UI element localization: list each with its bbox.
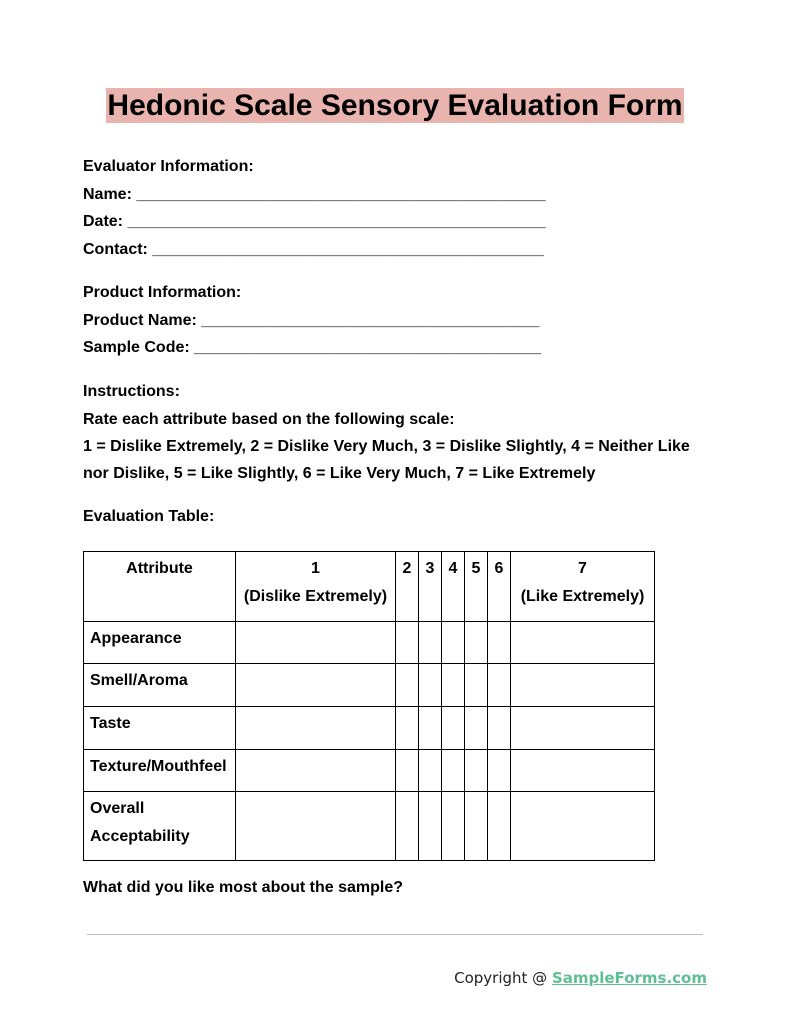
row-attribute: Taste	[84, 707, 236, 750]
product-name-field[interactable]: Product Name: ______________________________________	[83, 312, 540, 329]
rating-cell[interactable]	[419, 622, 442, 664]
rating-cell[interactable]	[396, 792, 419, 861]
rating-cell[interactable]	[488, 750, 511, 792]
rating-cell[interactable]	[488, 622, 511, 664]
rating-cell[interactable]	[396, 664, 419, 707]
date-field[interactable]: Date: _______________________________________________	[83, 213, 546, 230]
rating-cell[interactable]	[442, 622, 465, 664]
table-row	[84, 792, 655, 861]
rating-cell[interactable]	[442, 664, 465, 707]
rating-cell[interactable]	[488, 707, 511, 750]
header-score-1	[236, 552, 396, 622]
rating-cell[interactable]	[419, 750, 442, 792]
header-score-7	[511, 552, 655, 622]
rating-cell[interactable]	[488, 664, 511, 707]
rating-cell[interactable]	[396, 750, 419, 792]
header-score-1-number: 1	[311, 560, 320, 577]
header-score-7-label: (Like Extremely)	[520, 588, 645, 605]
header-score-7-number: 7	[578, 560, 587, 577]
rating-cell[interactable]	[419, 707, 442, 750]
row-attribute: Smell/Aroma	[84, 664, 236, 707]
header-score-5: 5	[465, 552, 488, 622]
rating-cell[interactable]	[465, 707, 488, 750]
rating-cell[interactable]	[511, 707, 655, 750]
rating-cell[interactable]	[442, 792, 465, 861]
evaluator-heading: Evaluator Information:	[83, 158, 254, 175]
rating-cell[interactable]	[396, 707, 419, 750]
row-attribute: Texture/Mouthfeel	[84, 750, 236, 792]
rating-cell[interactable]	[419, 664, 442, 707]
rating-cell[interactable]	[236, 792, 396, 861]
contact-field[interactable]: Contact: ____________________________________________	[83, 241, 544, 258]
table-row	[84, 622, 655, 664]
brand-link[interactable]: SampleForms.com	[551, 969, 707, 987]
copyright	[454, 968, 707, 988]
header-score-2: 2	[396, 552, 419, 622]
rating-cell[interactable]	[442, 707, 465, 750]
scale-line-2: nor Dislike, 5 = Like Slightly, 6 = Like Very Much, 7 = Like Extremely	[83, 465, 596, 482]
table-header-row	[84, 552, 655, 622]
rating-cell[interactable]	[488, 792, 511, 861]
rating-cell[interactable]	[511, 792, 655, 861]
table-row	[84, 664, 655, 707]
header-attribute: Attribute	[84, 552, 236, 622]
rating-cell[interactable]	[465, 622, 488, 664]
rating-cell[interactable]	[465, 664, 488, 707]
footer-divider	[87, 934, 703, 935]
rating-cell[interactable]	[236, 664, 396, 707]
title-wrapper	[0, 88, 790, 123]
rating-cell[interactable]	[236, 707, 396, 750]
scale-line-1: 1 = Dislike Extremely, 2 = Dislike Very Much, 3 = Dislike Slightly, 4 = Neither Like	[83, 438, 690, 455]
table-row	[84, 750, 655, 792]
instructions-heading: Instructions:	[83, 383, 180, 400]
row-attribute: Appearance	[84, 622, 236, 664]
rating-cell[interactable]	[465, 792, 488, 861]
header-score-1-label: (Dislike Extremely)	[243, 588, 388, 605]
question-text: What did you like most about the sample?	[83, 879, 404, 896]
rating-cell[interactable]	[236, 750, 396, 792]
evaluation-table	[83, 551, 655, 861]
rating-cell[interactable]	[236, 622, 396, 664]
rating-cell[interactable]	[511, 622, 655, 664]
sample-code-field[interactable]: Sample Code: _______________________________________	[83, 339, 542, 356]
rating-cell[interactable]	[511, 750, 655, 792]
rating-cell[interactable]	[396, 622, 419, 664]
rating-cell[interactable]	[442, 750, 465, 792]
header-score-4: 4	[442, 552, 465, 622]
copyright-prefix: Copyright @	[454, 969, 552, 987]
instructions-text: Rate each attribute based on the following scale:	[83, 411, 455, 428]
row-attribute-line-2: Acceptability	[90, 828, 190, 845]
evaluation-table-heading: Evaluation Table:	[83, 508, 215, 525]
name-field[interactable]: Name: ______________________________________________	[83, 186, 546, 203]
table-row	[84, 707, 655, 750]
row-attribute-line-1: Overall	[90, 800, 145, 817]
page-title: Hedonic Scale Sensory Evaluation Form	[107, 89, 683, 122]
header-score-6: 6	[488, 552, 511, 622]
product-heading: Product Information:	[83, 284, 242, 301]
row-attribute	[84, 792, 236, 861]
rating-cell[interactable]	[419, 792, 442, 861]
header-score-3: 3	[419, 552, 442, 622]
rating-cell[interactable]	[465, 750, 488, 792]
rating-cell[interactable]	[511, 664, 655, 707]
